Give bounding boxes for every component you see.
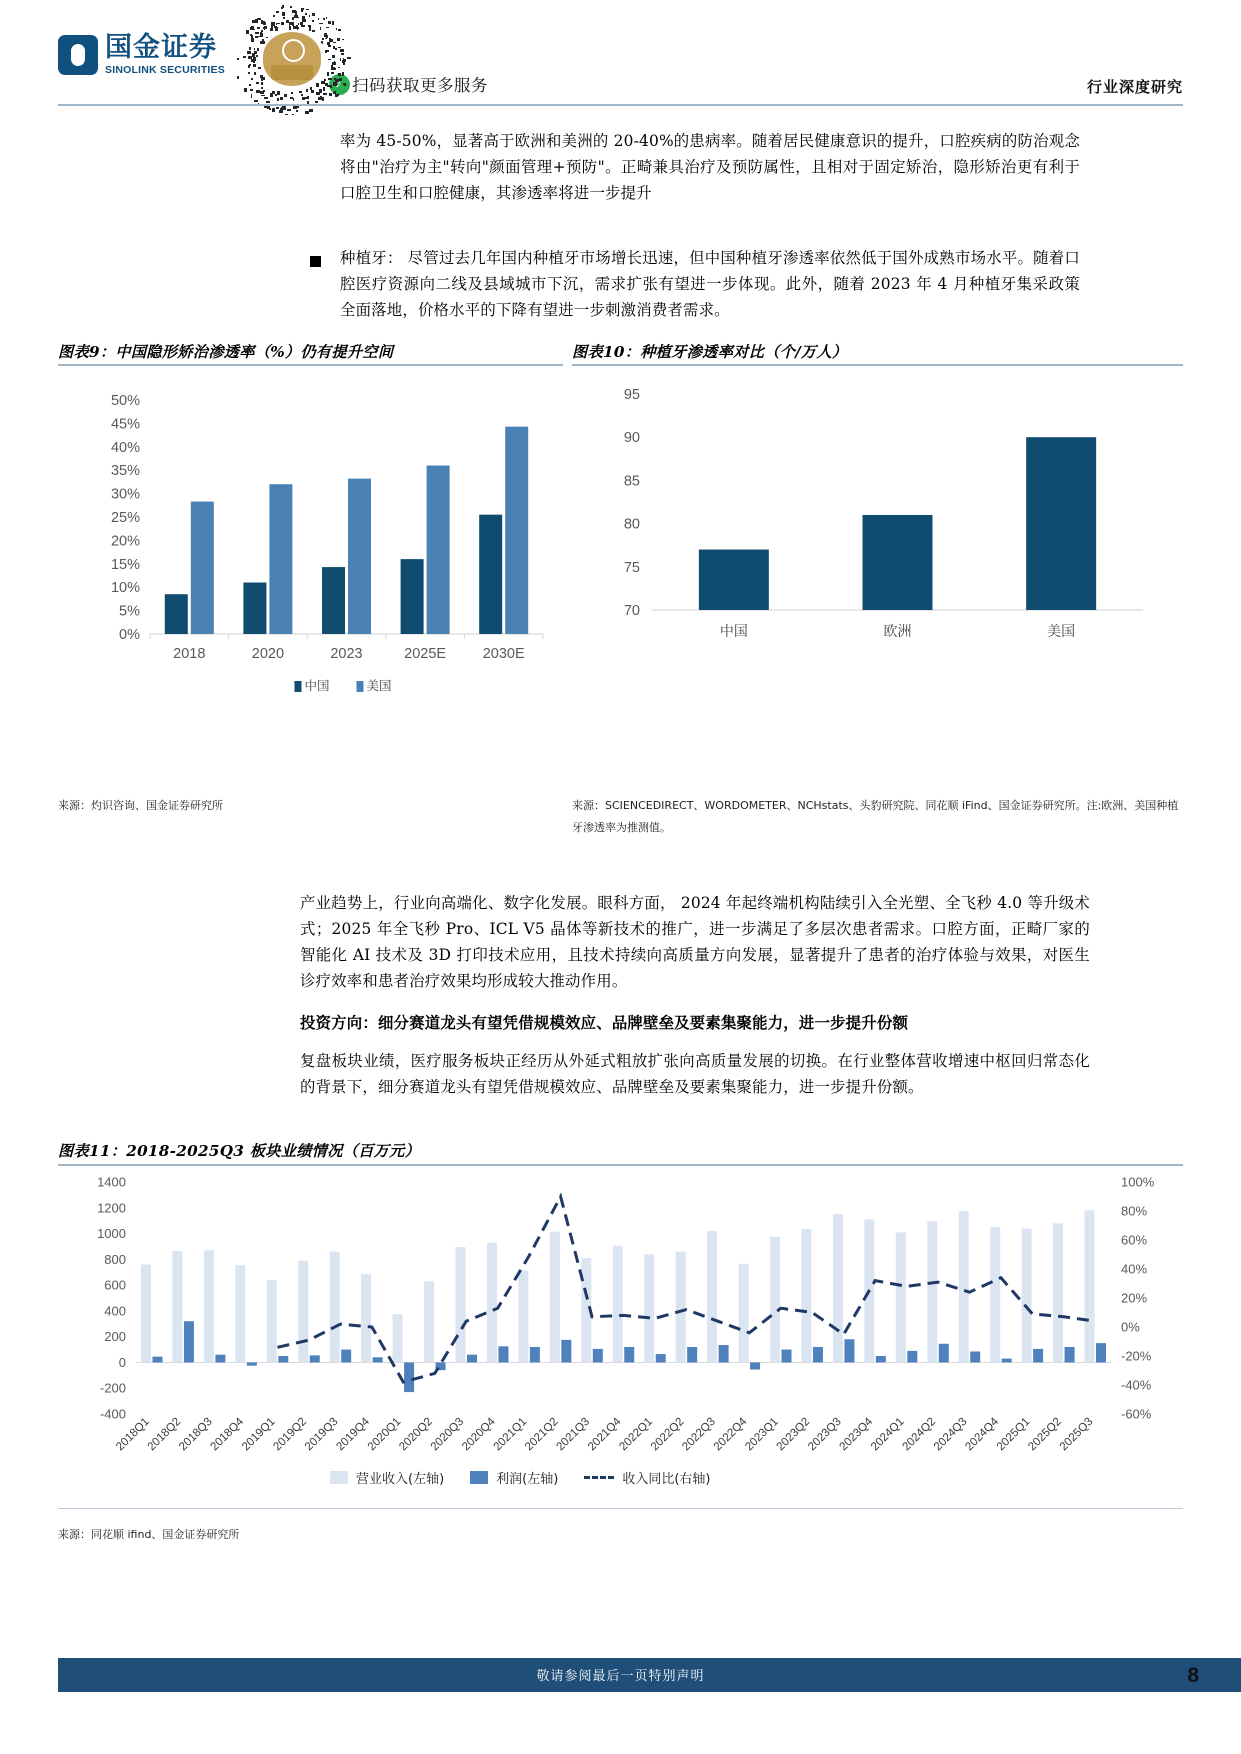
qr-dot — [337, 38, 340, 40]
figure10-svg — [572, 372, 1183, 672]
qr-dot — [341, 53, 344, 55]
svg-text:中国: 中国 — [719, 624, 748, 640]
paragraph-investment-body: 复盘板块业绩，医疗服务板块正经历从外延式粗放扩张向高质量发展的切换。在行业整体营收增速中枢回归常态化的背景下，细分赛道龙头有望凭借规模效应、品牌壁垒及要素集聚能力，进一步提升份额。 — [300, 1052, 1090, 1096]
svg-text:90: 90 — [623, 430, 640, 447]
svg-text:2023Q2: 2023Q2 — [773, 1414, 813, 1454]
figure9-source: 来源：灼识咨询、国金证券研究所 — [58, 799, 223, 812]
svg-text:95: 95 — [623, 387, 640, 403]
qr-dot — [250, 89, 253, 91]
svg-text:600: 600 — [104, 1277, 126, 1293]
footer-disclaimer: 敬请参阅最后一页特别声明 — [536, 1669, 705, 1684]
qr-dot — [251, 26, 254, 29]
qr-dot — [248, 65, 250, 68]
svg-text:20%: 20% — [110, 533, 140, 550]
svg-text:2020Q1: 2020Q1 — [365, 1414, 404, 1454]
figure11-legend — [330, 1468, 710, 1487]
svg-text:1400: 1400 — [97, 1174, 126, 1190]
qr-dot — [342, 60, 346, 62]
figure11-chart — [58, 1170, 1183, 1480]
figure10-source: 来源：SCIENCEDIRECT、WORDOMETER、NCHstats、头豹研究院、同花顺 iFind、国金证券研究所。注:欧洲、美国种植牙渗透率为推测值。 — [572, 799, 1179, 834]
svg-text:2023: 2023 — [330, 646, 363, 662]
qr-dot — [301, 8, 304, 11]
qr-dot — [326, 17, 328, 19]
svg-text:2018Q3: 2018Q3 — [176, 1414, 215, 1454]
qr-dot — [258, 67, 261, 69]
qr-dot — [269, 108, 272, 111]
company-logo — [58, 34, 225, 76]
qr-dot — [293, 98, 295, 101]
qr-dot — [323, 93, 327, 95]
qr-dot — [256, 82, 259, 84]
qr-dot — [286, 20, 289, 23]
qr-dot — [312, 13, 315, 16]
svg-text:40%: 40% — [110, 439, 140, 456]
qr-dot — [274, 26, 278, 28]
qr-dot — [302, 16, 305, 19]
qr-dot — [316, 83, 319, 86]
qr-dot — [295, 11, 297, 15]
qr-dot — [296, 110, 299, 112]
qr-dot — [246, 30, 249, 34]
svg-text:0%: 0% — [1121, 1319, 1140, 1335]
svg-text:45%: 45% — [110, 416, 140, 433]
svg-text:2023Q4: 2023Q4 — [836, 1414, 876, 1454]
document-type-label: 行业深度研究 — [1086, 78, 1183, 96]
qr-dot — [325, 83, 327, 86]
qr-dot — [335, 48, 337, 50]
qr-dot — [332, 21, 334, 25]
qr-dot — [276, 11, 279, 13]
svg-text:2024Q2: 2024Q2 — [899, 1414, 939, 1454]
svg-text:2022Q2: 2022Q2 — [648, 1414, 687, 1454]
svg-text:2025E: 2025E — [404, 646, 447, 662]
svg-text:0: 0 — [118, 1354, 126, 1370]
qr-dot — [322, 42, 324, 44]
svg-text:美国: 美国 — [1047, 624, 1076, 640]
qr-dot — [343, 83, 346, 85]
qr-dot — [299, 91, 303, 93]
page-number: 8 — [1187, 1664, 1199, 1687]
legend-item-yoy — [584, 1468, 710, 1487]
qr-dot — [318, 97, 321, 99]
qr-dot — [322, 38, 324, 40]
qr-dot — [347, 57, 351, 60]
scan-prompt-text: 扫码获取更多服务 — [352, 76, 488, 95]
qr-dot — [282, 5, 284, 8]
figure10-title: 图表10：种植牙渗透率对比（个/万人） — [572, 343, 848, 361]
svg-text:2024Q4: 2024Q4 — [962, 1414, 1002, 1454]
svg-text:2022Q1: 2022Q1 — [616, 1414, 656, 1454]
qr-dot — [281, 22, 284, 25]
qr-dot — [305, 13, 307, 15]
qr-dot — [318, 18, 320, 20]
qr-dot — [323, 87, 325, 91]
qr-dot — [342, 39, 345, 41]
qr-dot — [335, 94, 338, 97]
svg-text:2025Q3: 2025Q3 — [1057, 1414, 1096, 1454]
legend-swatch-yoy-icon — [584, 1476, 614, 1479]
qr-dot — [328, 78, 332, 81]
figure10-title-rule — [572, 364, 1183, 366]
qr-dot — [340, 49, 344, 52]
figure11-title: 图表11：2018-2025Q3 板块业绩情况（百万元） — [58, 1142, 421, 1160]
qr-dot — [328, 21, 330, 24]
qr-dot — [277, 98, 279, 101]
qr-dot — [300, 22, 304, 25]
qr-dot — [261, 78, 263, 82]
figure9-svg — [58, 372, 563, 712]
qr-dot — [333, 82, 337, 86]
svg-text:2023Q1: 2023Q1 — [742, 1414, 781, 1454]
logo-english-name: SINOLINK SECURITIES — [105, 64, 225, 76]
svg-text:1200: 1200 — [97, 1200, 126, 1216]
qr-dot — [262, 41, 265, 45]
svg-text:2022Q3: 2022Q3 — [679, 1414, 718, 1454]
qr-dot — [338, 73, 341, 76]
svg-text:2018Q4: 2018Q4 — [207, 1414, 247, 1454]
svg-text:0%: 0% — [119, 627, 140, 643]
qr-dot — [291, 92, 294, 94]
qr-dot — [312, 20, 314, 22]
qr-dot — [261, 21, 265, 24]
svg-text:2019Q2: 2019Q2 — [270, 1414, 310, 1454]
qr-dot — [325, 38, 327, 40]
qr-dot — [320, 27, 322, 30]
svg-text:欧洲: 欧洲 — [883, 624, 912, 640]
qr-dot — [254, 72, 256, 75]
qr-dot — [256, 55, 258, 57]
qr-dot — [328, 59, 332, 61]
svg-text:2020: 2020 — [251, 646, 285, 662]
svg-text:2019Q4: 2019Q4 — [333, 1414, 373, 1454]
qr-dot — [326, 27, 329, 29]
svg-text:70: 70 — [623, 603, 640, 619]
svg-text:35%: 35% — [110, 463, 140, 480]
qr-dot — [270, 28, 274, 31]
svg-text:2022Q4: 2022Q4 — [711, 1414, 750, 1454]
legend-label-revenue: 营业收入(左轴) — [356, 1472, 445, 1487]
qr-dot — [308, 25, 311, 28]
svg-text:-20%: -20% — [1121, 1348, 1152, 1364]
svg-text:美国: 美国 — [366, 678, 392, 693]
qr-dot — [319, 89, 322, 93]
qr-dot — [322, 98, 325, 101]
qr-dot — [282, 12, 286, 15]
qr-dot — [280, 108, 282, 110]
qr-dot — [270, 93, 273, 96]
svg-text:60%: 60% — [1121, 1232, 1148, 1248]
qr-dot — [338, 67, 341, 69]
svg-text:10%: 10% — [110, 580, 140, 597]
qr-dot — [334, 61, 336, 64]
paragraph-orthodontics: 率为 45-50%，显著高于欧洲和美洲的 20-40%的患病率。随着居民健康意识的提升，口腔疾病的防治观念将由"治疗为主"转向"颜面管理+预防"。正畸兼具治疗及预防属性，且相对于固定矫治，隐形矫治更有利于口腔卫生和口腔健康，其渗透率将进一步提升 — [340, 132, 1080, 202]
qr-dot — [334, 78, 337, 80]
header-divider — [58, 104, 1183, 106]
svg-text:85: 85 — [623, 473, 640, 490]
qr-dot — [263, 92, 265, 93]
svg-text:-40%: -40% — [1121, 1377, 1152, 1393]
qr-dot — [315, 101, 317, 104]
qr-dot — [237, 76, 239, 79]
qr-dot — [309, 27, 311, 30]
bullet-marker — [310, 256, 321, 267]
svg-text:2025Q1: 2025Q1 — [994, 1414, 1033, 1454]
qr-dot — [273, 108, 275, 110]
qr-dot — [258, 36, 260, 38]
qr-dot — [296, 17, 299, 18]
qr-dot — [343, 62, 345, 65]
sinolink-logo-icon — [58, 35, 98, 75]
qr-dot — [251, 40, 254, 42]
qr-dot — [244, 88, 248, 92]
qr-dot — [309, 15, 311, 17]
legend-swatch-profit-icon — [470, 1471, 488, 1484]
qr-dot — [249, 84, 252, 86]
svg-text:2020Q2: 2020Q2 — [396, 1414, 435, 1454]
paragraph-industry-trend: 产业趋势上，行业向高端化、数字化发展。眼科方面， 2024 年起终端机构陆续引入全光塑、全飞秒 4.0 等升级术式；2025 年全飞秒 Pro、ICL V5 晶体等新技术的推广，进一步满足了多层次患者需求。口腔方面，正畸厂家的智能化 AI 技术及 3D 打印技术应用，且技术持续向高质量方向发展，显著提升了患者的治疗体验与效果，对医生诊疗效率和患者治疗效果均形成较大推动作用。 — [300, 894, 1090, 990]
svg-text:800: 800 — [104, 1251, 126, 1267]
qr-dot — [287, 109, 291, 111]
qr-dot — [276, 23, 278, 25]
qr-dot — [271, 22, 274, 26]
qr-dot — [276, 107, 279, 109]
qr-dot — [261, 30, 263, 32]
qr-dot — [284, 94, 287, 97]
svg-text:80: 80 — [623, 516, 640, 533]
svg-text:-60%: -60% — [1121, 1406, 1152, 1422]
qr-dot — [264, 26, 266, 30]
svg-text:2019Q1: 2019Q1 — [239, 1414, 278, 1454]
qr-dot — [332, 55, 336, 58]
qr-dot — [307, 96, 309, 99]
qr-dot — [325, 33, 327, 36]
qr-dot — [292, 17, 294, 21]
qr-dot — [261, 82, 264, 85]
svg-text:2018: 2018 — [173, 646, 206, 662]
svg-text:40%: 40% — [1121, 1261, 1148, 1277]
qr-dot — [328, 45, 331, 47]
qr-dot — [252, 53, 255, 55]
svg-text:5%: 5% — [119, 603, 140, 620]
qr-dot — [282, 108, 286, 110]
svg-text:2020Q4: 2020Q4 — [459, 1414, 498, 1454]
svg-text:15%: 15% — [110, 556, 140, 573]
qr-dot — [257, 27, 261, 29]
qr-dot — [339, 78, 342, 81]
qr-dot — [293, 26, 297, 28]
qr-dot — [280, 97, 283, 101]
qr-dot — [306, 89, 308, 92]
qr-dot — [309, 109, 313, 112]
qr-dot — [331, 67, 334, 70]
figure11-title-rule — [58, 1164, 1183, 1166]
figure10-chart — [572, 372, 1183, 672]
svg-text:2019Q3: 2019Q3 — [302, 1414, 341, 1454]
qr-dot — [296, 27, 299, 29]
qr-dot — [338, 29, 342, 32]
legend-label-yoy: 收入同比(右轴) — [622, 1472, 711, 1487]
qr-dot — [312, 30, 315, 32]
qr-dot — [254, 100, 258, 102]
qr-dot — [285, 114, 288, 116]
qr-dot — [266, 101, 270, 103]
qr-dot — [251, 94, 253, 98]
svg-text:400: 400 — [104, 1303, 126, 1319]
svg-text:-200: -200 — [99, 1380, 126, 1396]
qr-dot — [310, 87, 312, 90]
qr-dot — [261, 87, 263, 89]
svg-text:2021Q4: 2021Q4 — [585, 1414, 624, 1454]
svg-text:2023Q3: 2023Q3 — [805, 1414, 844, 1454]
qr-dot — [251, 78, 253, 81]
qr-dot — [329, 93, 332, 96]
svg-text:2024Q1: 2024Q1 — [868, 1414, 907, 1454]
qr-dot — [277, 23, 280, 25]
qr-dot — [329, 38, 331, 39]
qr-dot — [325, 50, 327, 53]
svg-text:中国: 中国 — [304, 678, 330, 693]
svg-text:2018Q2: 2018Q2 — [144, 1414, 184, 1454]
qr-dot — [243, 56, 245, 58]
qr-dot — [249, 47, 252, 50]
svg-text:2021Q3: 2021Q3 — [553, 1414, 593, 1454]
svg-text:75: 75 — [623, 559, 640, 576]
qr-dot — [330, 85, 332, 87]
legend-label-profit: 利润(左轴) — [496, 1472, 559, 1487]
qr-dot — [302, 97, 305, 100]
legend-swatch-revenue-icon — [330, 1471, 348, 1484]
qr-dot — [260, 41, 263, 43]
svg-text:2020Q3: 2020Q3 — [427, 1414, 467, 1454]
paragraph-investment-heading: 投资方向：细分赛道龙头有望凭借规模效应、品牌壁垒及要素集聚能力，进一步提升份额 — [300, 1014, 909, 1032]
qr-dot — [253, 65, 256, 67]
svg-text:25%: 25% — [110, 510, 140, 526]
svg-text:-400: -400 — [99, 1406, 126, 1422]
svg-text:2030E: 2030E — [482, 646, 525, 662]
qr-dot — [266, 37, 268, 38]
svg-text:2025Q2: 2025Q2 — [1025, 1414, 1064, 1454]
qr-dot — [264, 97, 268, 100]
qr-dot — [251, 59, 254, 63]
svg-text:20%: 20% — [1121, 1290, 1148, 1306]
qr-dot — [255, 32, 259, 34]
qr-dot — [257, 48, 259, 50]
svg-text:200: 200 — [104, 1329, 126, 1345]
svg-text:100%: 100% — [1121, 1174, 1155, 1190]
svg-text:50%: 50% — [110, 393, 140, 409]
qr-dot — [283, 17, 285, 20]
qr-dot — [279, 110, 283, 112]
qr-dot — [254, 48, 255, 50]
qr-dot — [273, 15, 275, 17]
qr-dot — [323, 18, 325, 21]
qr-dot — [277, 91, 280, 95]
figure9-chart — [58, 372, 563, 712]
qr-dot — [289, 26, 291, 29]
qr-dot — [237, 58, 239, 61]
qr-center-emblem-icon — [263, 32, 321, 86]
paragraph-dental-implant: 种植牙： 尽管过去几年国内种植牙市场增长迅速，但中国种植牙渗透率依然低于国外成熟市场水平。随着口腔医疗资源向二线及县域城市下沉，需求扩张有望进一步体现。此外，随着 2023 年 4 月种植牙集采政策全面落地，价格水平的下降有望进一步刺激消费者需求。 — [340, 249, 1080, 319]
qr-dot — [255, 19, 258, 23]
qr-dot — [305, 111, 309, 115]
page-header — [0, 0, 1241, 106]
figure9-title-rule — [58, 364, 563, 366]
qr-dot — [331, 72, 334, 74]
qr-dot — [260, 33, 263, 37]
qr-dot — [290, 6, 293, 8]
qr-dot — [260, 75, 263, 78]
svg-text:2018Q1: 2018Q1 — [113, 1414, 152, 1454]
qr-dot — [292, 114, 295, 116]
svg-text:2024Q3: 2024Q3 — [931, 1414, 970, 1454]
qr-dot — [327, 72, 329, 76]
qr-code[interactable] — [237, 12, 347, 104]
svg-text:2021Q2: 2021Q2 — [522, 1414, 561, 1454]
qr-dot — [306, 9, 309, 11]
figure11-source: 来源：同花顺 ifind、国金证券研究所 — [58, 1528, 240, 1541]
legend-item-revenue — [330, 1468, 444, 1487]
svg-text:80%: 80% — [1121, 1203, 1148, 1219]
qr-dot — [338, 47, 341, 49]
figure11-bottom-rule — [58, 1508, 1183, 1509]
legend-item-profit — [470, 1468, 558, 1487]
qr-dot — [327, 85, 330, 88]
qr-dot — [248, 72, 250, 74]
qr-dot — [275, 94, 277, 96]
svg-text:30%: 30% — [110, 486, 140, 503]
qr-dot — [324, 79, 325, 82]
qr-dot — [333, 42, 336, 44]
qr-dot — [319, 23, 323, 25]
svg-text:1000: 1000 — [97, 1226, 126, 1242]
qr-dot — [250, 34, 252, 36]
logo-chinese-name: 国金证券 — [105, 32, 217, 63]
qr-dot — [311, 90, 314, 93]
figure9-title: 图表9：中国隐形矫治渗透率（%）仍有提升空间 — [58, 343, 394, 361]
qr-dot — [342, 72, 344, 76]
figure11-svg — [58, 1170, 1183, 1480]
svg-text:2021Q1: 2021Q1 — [490, 1414, 530, 1454]
